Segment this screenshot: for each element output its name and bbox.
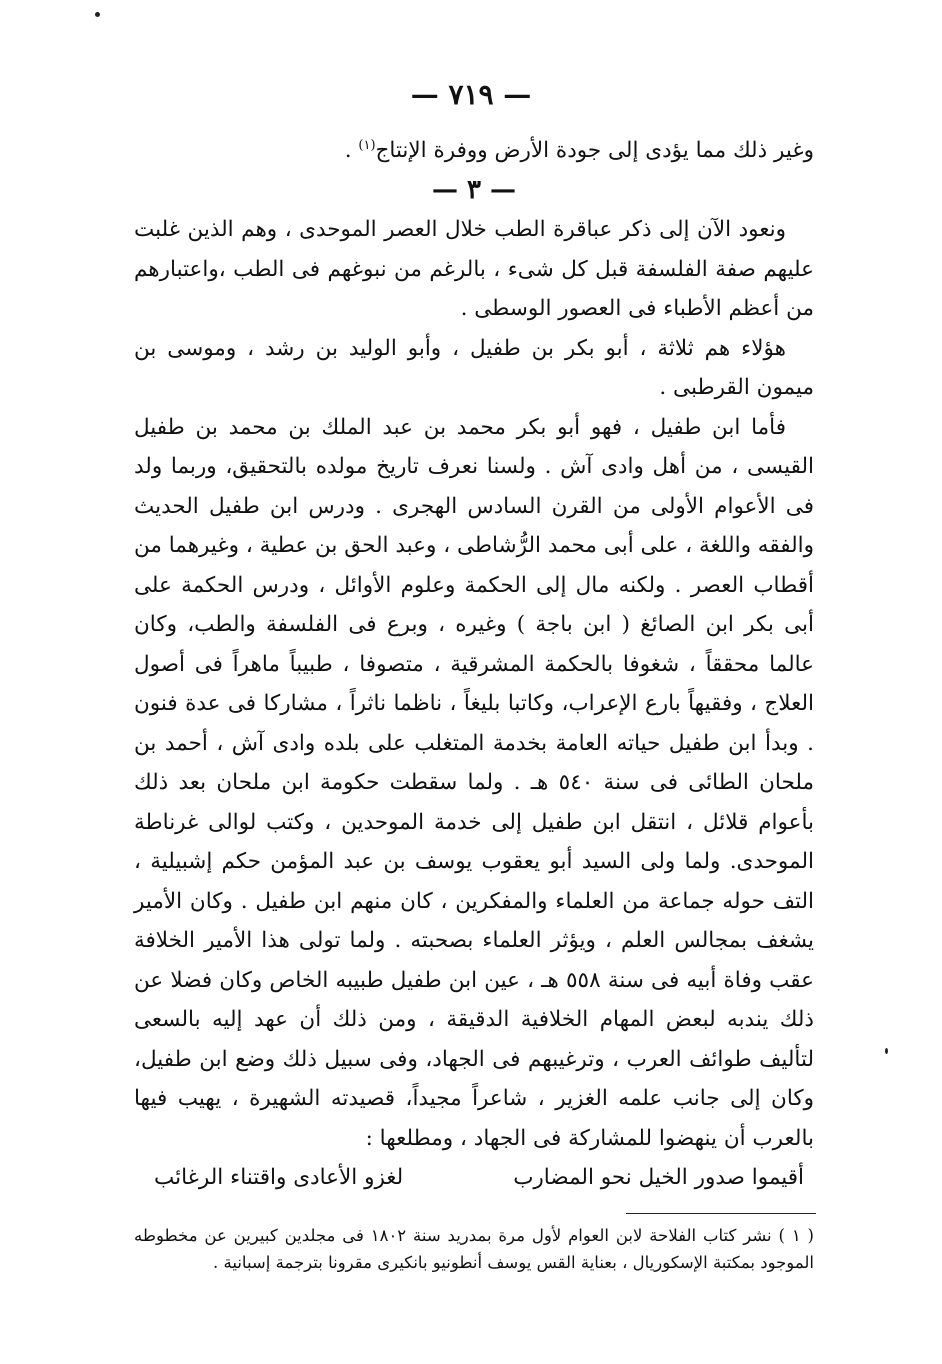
page-number: — ٧١٩ — [410,78,532,111]
poem-verse [134,1158,814,1198]
paragraph: هؤلاء هم ثلاثة ، أبو بكر بن طفيل ، وأبو الوليد بن رشد ، وموسى بن ميمون القرطبى . [134,335,814,401]
footnotes [134,1222,814,1276]
continuation-end: . [344,138,359,164]
paragraph: فأما ابن طفيل ، فهو أبو بكر محمد بن عبد الملك بن محمد بن طفيل القيسى ، من أهل وادى آش . ولسنا نعرف تاريخ مولده بالتحقيق، وربما ولد فى الأعوام الأولى من القرن السادس الهجرى . ودرس ابن طفيل الحديث والفقه واللغة ، على أبى محمد الرُّشاطى ، وعبد الحق بن عطية ، وغيرهما من أقطاب العصر . ولكنه مال إلى الحكمة وعلوم الأوائل ، ودرس الحكمة على أبى بكر ابن الصائغ ( ابن باجة ) وغيره ، وبرع فى الفلسفة والطب، وكان عالما محققاً ، شغوفا بالحكمة المشرقية ، متصوفا ، طبيباً ماهراً فى أصول العلاج ، وفقيهاً بارع الإعراب، وكاتبا بليغاً ، ناظما ناثراً ، مشاركا فى عدة فنون . وبدأ ابن طفيل حياته العامة بخدمة المتغلب على بلده وادى آش ، أحمد بن ملحان الطائى فى سنة ٥٤٠ هـ . ولما سقطت حكومة ابن ملحان بعد ذلك بأعوام قلائل ، انتقل ابن طفيل إلى خدمة الموحدين ، وكتب لوالى غرناطة الموحدى. ولما ولى السيد أبو يعقوب يوسف بن عبد المؤمن حكم إشبيلية ، التف حوله جماعة من العلماء والمفكرين ، كان منهم ابن طفيل . وكان الأمير يشغف بمجالس العلم ، ويؤثر العلماء بصحبته . ولما تولى هذا الأمير الخلافة عقب وفاة أبيه فى سنة ٥٥٨ هـ ، عين ابن طفيل طبيبه الخاص وكان فضلا عن ذلك يندبه لبعض المهام الخلافية الدقيقة ، ومن ذلك أن عهد إليه بالسعى لتأليف طوائف العرب ، وترغيبهم فى الجهاد، وفى سبيل ذلك وضع ابن طفيل، وكان إلى جانب علمه الغزير ، شاعراً مجيداً، قصيدته الشهيرة ، يهيب فيها بالعرب أن ينهضوا للمشاركة فى الجهاد ، ومطلعها : [134,414,814,1151]
section-number: — ٣ — [431,174,517,205]
continuation-text: وغير ذلك مما يؤدى إلى جودة الأرض ووفرة الإنتاج [375,138,814,164]
footnote: ( ١ ) نشر كتاب الفلاحة لابن العوام لأول مرة بمدريد سنة ١٨٠٢ فى مجلدين كبيرين عن مخطوطه الموجود بمكتبة الإسكوريال ، بعناية القس يوسف أنطونيو بانكيرى مقرونا بترجمة إسبانية . [134,1226,814,1272]
margin-mark [885,1048,888,1054]
verse-second-hemistich: لغزو الأعادى واقتناء الرغائب [154,1165,404,1191]
paragraph: ونعود الآن إلى ذكر عباقرة الطب خلال العصر الموحدى ، وهم الذين غلبت عليهم صفة الفلسفة قبل كل شىء ، بالرغم من نبوغهم فى الطب ،واعتبارهم من أعظم الأطباء فى العصور الوسطى . [134,217,814,322]
page-body [134,126,814,1198]
continuation-line [134,126,814,171]
verse-first-hemistich: أقيموا صدور الخيل نحو المضارب [513,1165,804,1191]
footnote-divider [626,1213,816,1214]
footnote-reference[interactable]: (١) [358,138,376,153]
margin-mark [95,12,100,17]
